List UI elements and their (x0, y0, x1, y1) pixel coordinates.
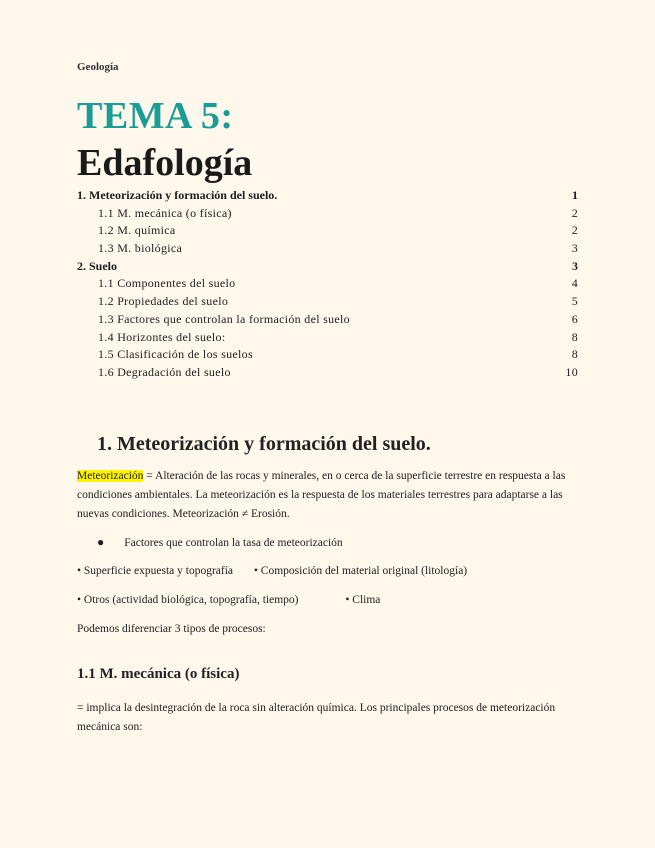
toc-entry-label: 1.1 M. mecánica (o física) (98, 205, 232, 220)
toc-entry-page: 3 (571, 241, 578, 256)
toc-entry[interactable] (77, 187, 578, 205)
toc-entry-label: 1.3 M. biológica (98, 241, 183, 256)
factor-item: • Otros (actividad biológica, topografía, tiempo) (77, 594, 299, 606)
topic-number-title: TEMA 5: (77, 95, 234, 137)
toc-entry-label: 1.5 Clasificación de los suelos (98, 347, 253, 362)
toc-entry-page: 3 (572, 258, 578, 273)
toc-entry-page: 2 (571, 223, 578, 238)
bullet-dot-icon: ● (97, 535, 105, 549)
highlighted-term: Meteorización (77, 470, 144, 482)
toc-entry[interactable] (77, 205, 578, 223)
toc-entry-page: 10 (565, 364, 578, 379)
toc-entry[interactable] (77, 275, 578, 293)
toc-entry-page: 8 (571, 329, 578, 344)
toc-entry[interactable] (77, 311, 578, 329)
toc-entry-label: 1.3 Factores que controlan la formación del suelo (98, 311, 350, 326)
toc-entry[interactable] (77, 240, 578, 258)
bullet-text: Factores que controlan la tasa de meteorización (124, 536, 343, 549)
table-of-contents (77, 187, 578, 382)
section-heading-1: 1. Meteorización y formación del suelo. (97, 433, 431, 455)
factor-item: • Clima (345, 594, 381, 606)
factors-row (77, 594, 380, 606)
toc-entry-page: 6 (571, 311, 578, 326)
toc-entry-page: 5 (571, 294, 578, 309)
toc-entry-label: 1.2 M. química (98, 223, 176, 238)
toc-entry[interactable] (77, 258, 578, 276)
toc-entry-label: 1.6 Degradación del suelo (98, 364, 231, 379)
toc-entry-label: 1.4 Horizontes del suelo: (98, 329, 226, 344)
toc-entry[interactable] (77, 346, 578, 364)
toc-entry-page: 4 (571, 276, 578, 291)
toc-entry-label: 1. Meteorización y formación del suelo. (77, 188, 278, 202)
toc-entry-page: 2 (571, 205, 578, 220)
definition-paragraph (77, 467, 582, 524)
toc-entry-label: 2. Suelo (77, 258, 118, 273)
factor-item: • Composición del material original (litología) (253, 565, 468, 577)
topic-title: Edafología (77, 142, 253, 184)
section-1-1-paragraph: = implica la desintegración de la roca sin alteración química. Los principales procesos de meteorización mecánica son: (77, 702, 556, 733)
toc-entry-label: 1.2 Propiedades del suelo (98, 294, 229, 309)
toc-entry[interactable] (77, 293, 578, 311)
page-header: Geología (77, 61, 119, 73)
toc-entry[interactable] (77, 222, 578, 240)
toc-entry[interactable] (77, 329, 578, 347)
toc-entry-page: 1 (572, 188, 578, 202)
factor-item: • Superficie expuesta y topografía (77, 565, 234, 577)
bullet-item (97, 535, 343, 550)
factors-row (77, 565, 467, 577)
processes-intro: Podemos diferenciar 3 tipos de procesos: (77, 623, 266, 635)
section-heading-1-1: 1.1 M. mecánica (o física) (77, 666, 240, 682)
toc-entry-label: 1.1 Componentes del suelo (98, 276, 236, 291)
toc-entry-page: 8 (571, 347, 578, 362)
toc-entry[interactable] (77, 364, 578, 382)
definition-text: = Alteración de las rocas y minerales, en o cerca de la superficie terrestre en respuesta a las condiciones ambientales. La meteorización es la respuesta de los materiales terrestres para adaptarse a las nuevas condiciones. Meteorización ≠ Erosión. (77, 470, 566, 520)
